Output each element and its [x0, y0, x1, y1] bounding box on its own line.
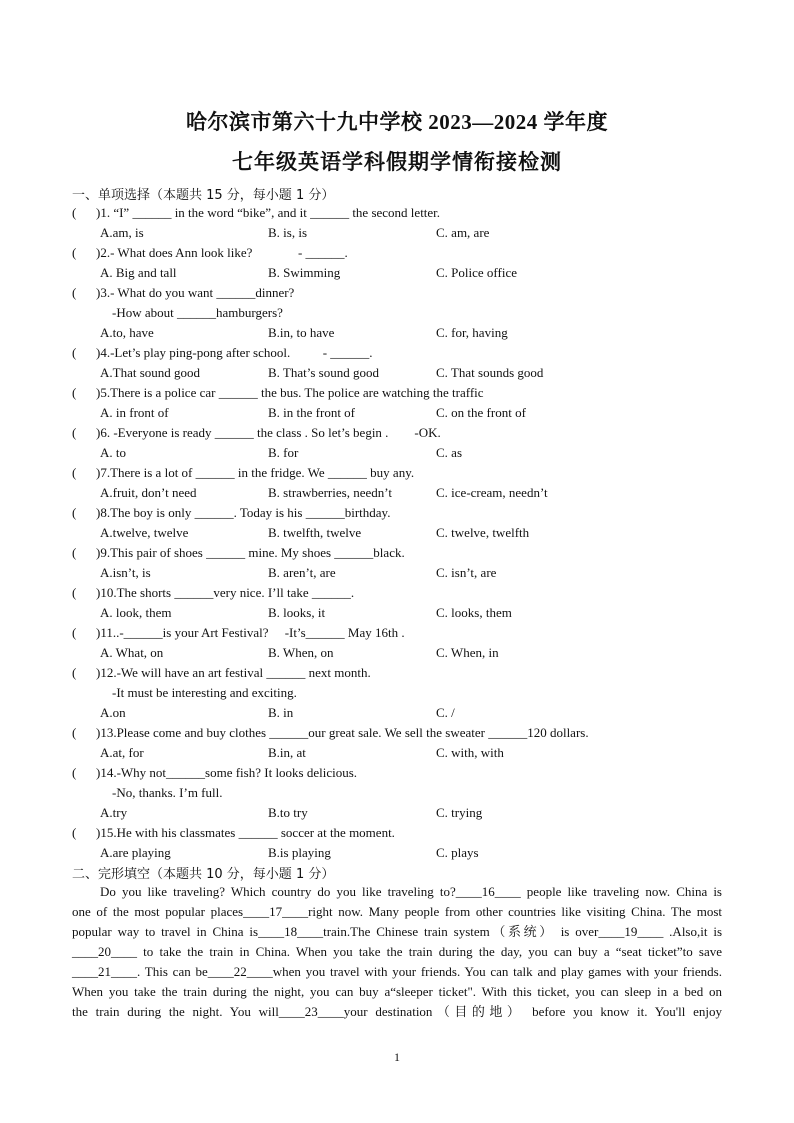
option-c: C. Police office: [436, 265, 517, 280]
option-a: A.are playing: [100, 845, 171, 860]
cloze-passage: [72, 882, 722, 1022]
option-b: B. Swimming: [268, 265, 341, 280]
option-c: C. on the front of: [436, 405, 526, 420]
option-a: A. to: [100, 445, 126, 460]
question-stem: )6. -Everyone is ready ______ the class . So let’s begin . -OK.: [96, 425, 441, 440]
answer-paren: (: [72, 765, 77, 780]
option-b: B. is, is: [268, 225, 308, 240]
passage-line: one of the most popular places____17____right now. Many people from other countries like visiting China. The most: [72, 904, 722, 919]
exam-title-subject: 七年级英语学科假期学情衔接检测: [232, 150, 562, 174]
answer-paren: (: [72, 545, 77, 560]
option-a: A.at, for: [100, 745, 144, 760]
option-b: B. strawberries, needn’t: [268, 485, 392, 500]
question-stem: )14.-Why not______some fish? It looks delicious.: [96, 765, 358, 780]
question-stem-continued: -How about ______hamburgers?: [112, 305, 283, 320]
option-c: C. isn’t, are: [436, 565, 497, 580]
option-a: A.isn’t, is: [100, 565, 151, 580]
answer-paren: (: [72, 665, 77, 680]
question-stem: )7.There is a lot of ______ in the fridge. We ______ buy any.: [96, 465, 415, 480]
answer-paren: (: [72, 585, 77, 600]
option-c: C. /: [436, 705, 455, 720]
option-a: A.That sound good: [100, 365, 201, 380]
option-c: C. twelve, twelfth: [436, 525, 530, 540]
passage-line: When you take the train during the night, you can buy a“sleeper ticket". With this ticket, you can sleep in a bed on: [72, 984, 722, 999]
option-b: B.in, at: [268, 745, 306, 760]
question-stem: )13.Please come and buy clothes ______our great sale. We sell the sweater ______120 dollars.: [96, 725, 589, 740]
option-b: B. twelfth, twelve: [268, 525, 362, 540]
exam-title-school: 哈尔滨市第六十九中学校 2023—2024 学年度: [186, 110, 608, 134]
option-c: C. That sounds good: [436, 365, 544, 380]
option-c: C. with, with: [436, 745, 504, 760]
option-b: B. in the front of: [268, 405, 356, 420]
answer-paren: (: [72, 725, 77, 740]
answer-paren: (: [72, 205, 77, 220]
option-b: B. for: [268, 445, 299, 460]
option-a: A.am, is: [100, 225, 144, 240]
option-a: A. look, them: [100, 605, 172, 620]
question-stem: )12.-We will have an art festival ______ next month.: [96, 665, 371, 680]
answer-paren: (: [72, 385, 77, 400]
option-c: C. ice-cream, needn’t: [436, 485, 548, 500]
passage-line: ____20____ to take the train in China. When you take the train during the day, you can buy a “seat ticket”to save: [72, 944, 722, 959]
option-c: C. looks, them: [436, 605, 512, 620]
option-a: A.twelve, twelve: [100, 525, 189, 540]
question-stem: )1. “I” ______ in the word “bike”, and it ______ the second letter.: [96, 205, 441, 220]
question-stem: )3.- What do you want ______dinner?: [96, 285, 295, 300]
answer-paren: (: [72, 825, 77, 840]
question-stem-continued: -It must be interesting and exciting.: [112, 685, 297, 700]
option-c: C. am, are: [436, 225, 490, 240]
question-stem: )2.- What does Ann look like? - ______.: [96, 245, 348, 260]
answer-paren: (: [72, 245, 77, 260]
option-c: C. for, having: [436, 325, 508, 340]
question-stem: )4.-Let’s play ping-pong after school. - ______.: [96, 345, 373, 360]
passage-line: ____21____. This can be____22____when you travel with your friends. You can talk and play games with your friends.: [72, 964, 722, 979]
option-a: A.on: [100, 705, 126, 720]
question-stem: )15.He with his classmates ______ soccer at the moment.: [96, 825, 395, 840]
option-b: B.is playing: [268, 845, 331, 860]
question-stem: )5.There is a police car ______ the bus. The police are watching the traffic: [96, 385, 484, 400]
answer-paren: (: [72, 345, 77, 360]
option-c: C. as: [436, 445, 462, 460]
option-b: B.to try: [268, 805, 308, 820]
section1-heading: 一、单项选择（本题共 15 分，每小题 1 分）: [72, 188, 335, 203]
option-c: C. plays: [436, 845, 479, 860]
option-b: B. That’s sound good: [268, 365, 379, 380]
option-a: A. Big and tall: [100, 265, 177, 280]
option-b: B. looks, it: [268, 605, 326, 620]
option-a: A. in front of: [100, 405, 169, 420]
option-b: B. in: [268, 705, 294, 720]
section2-heading: 二、完形填空（本题共 10 分，每小题 1 分）: [72, 867, 335, 882]
answer-paren: (: [72, 465, 77, 480]
answer-paren: (: [72, 285, 77, 300]
answer-paren: (: [72, 505, 77, 520]
option-a: A.try: [100, 805, 128, 820]
question-stem: )9.This pair of shoes ______ mine. My shoes ______black.: [96, 545, 405, 560]
option-c: C. trying: [436, 805, 483, 820]
passage-line: popular way to travel in China is____18____train.The Chinese train system（系统） is over____19____ .Also,it is: [72, 924, 722, 939]
question-stem: )8.The boy is only ______. Today is his ______birthday.: [96, 505, 391, 520]
question-stem: )11..-______is your Art Festival? -It’s______ May 16th .: [96, 625, 405, 640]
page-number: 1: [394, 1050, 400, 1064]
question-stem-continued: -No, thanks. I’m full.: [112, 785, 223, 800]
option-a: A.fruit, don’t need: [100, 485, 197, 500]
answer-paren: (: [72, 425, 77, 440]
option-c: C. When, in: [436, 645, 499, 660]
passage-line: the train during the night. You will____23____your destination（目的地） before you know it. You'll enjoy: [72, 1004, 722, 1019]
option-b: B.in, to have: [268, 325, 335, 340]
answer-paren: (: [72, 625, 77, 640]
passage-line: Do you like traveling? Which country do you like traveling to?____16____ people like traveling now. China is: [100, 884, 722, 899]
question-stem: )10.The shorts ______very nice. I’ll take ______.: [96, 585, 355, 600]
option-b: B. When, on: [268, 645, 334, 660]
option-a: A. What, on: [100, 645, 164, 660]
option-b: B. aren’t, are: [268, 565, 336, 580]
option-a: A.to, have: [100, 325, 154, 340]
